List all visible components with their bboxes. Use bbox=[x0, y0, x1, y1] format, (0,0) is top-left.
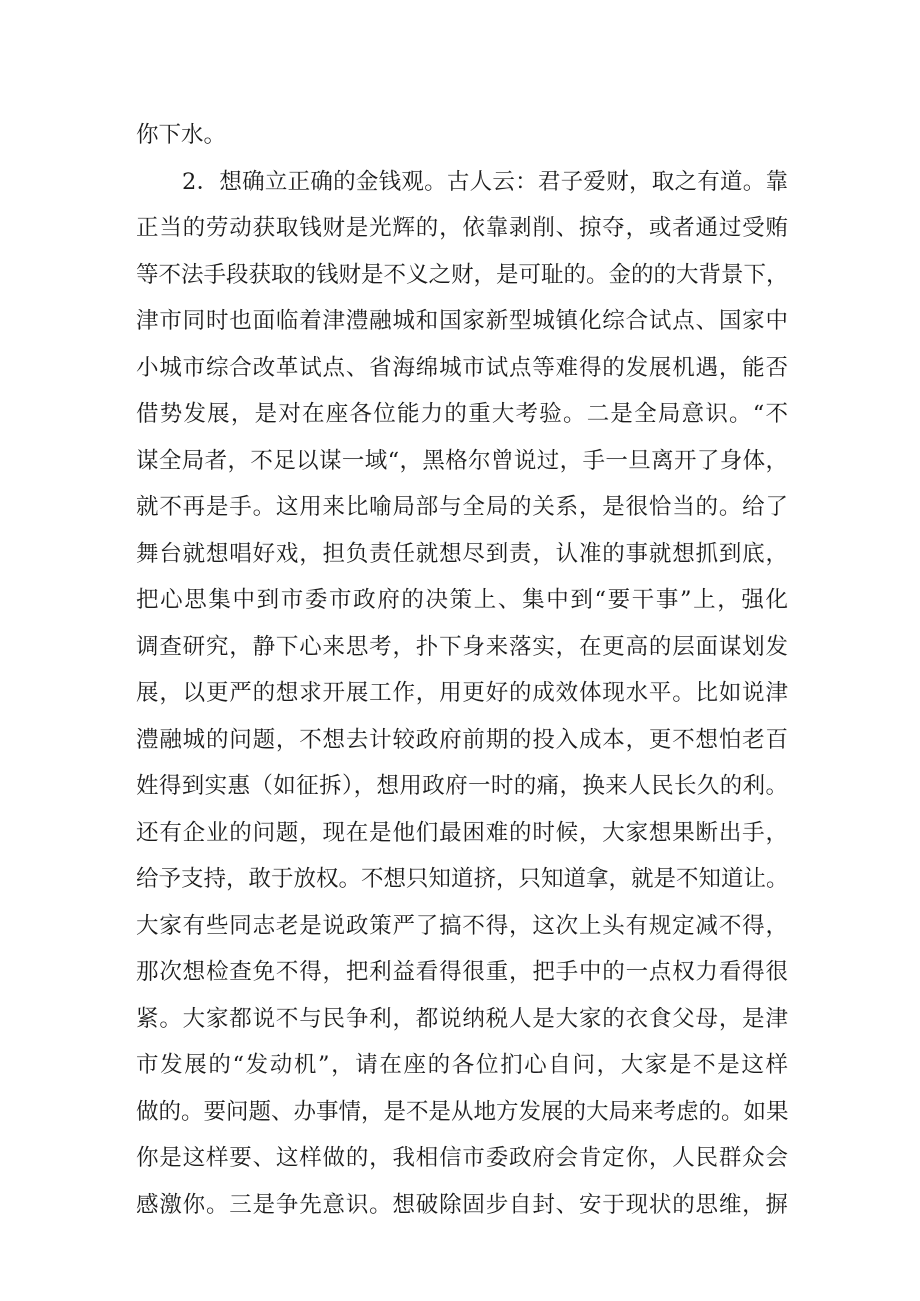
text-line-17: 给予支持，敢于放权。不想只知道挤，只知道拿，就是不知道让。 bbox=[136, 866, 789, 892]
text-line-16: 还有企业的问题，现在是他们最困难的时候，大家想果断出手， bbox=[136, 819, 788, 846]
text-line-23: 你是这样要、这样做的，我相信市委政府会肯定你，人民群众会 bbox=[136, 1145, 788, 1171]
text-line-8: 谋全局者，不足以谋一域“，黑格尔曾说过，手一旦离开了身体， bbox=[136, 447, 788, 474]
text-line-11: 把心思集中到市委市政府的决策上、集中到“要干事”上，强化 bbox=[136, 587, 788, 613]
text-line-15: 姓得到实惠（如征拆），想用政府一时的痛，换来人民长久的利。 bbox=[136, 773, 788, 799]
text-line-19: 那次想检查免不得，把利益看得很重，把手中的一点权力看得很 bbox=[136, 959, 788, 985]
text-line-18: 大家有些同志老是说政策严了搞不得，这次上头有规定减不得， bbox=[136, 912, 788, 939]
text-line-20: 紧。大家都说不与民争利，都说纳税人是大家的衣食父母，是津 bbox=[136, 1005, 788, 1032]
text-line-2: 2．想确立正确的金钱观。古人云：君子爱财，取之有道。靠 bbox=[182, 168, 788, 195]
text-line-14: 澧融城的问题，不想去计较政府前期的投入成本，更不想怕老百 bbox=[136, 726, 788, 753]
text-line-3: 正当的劳动获取钱财是光辉的，依靠剥削、掠夺，或者通过受贿 bbox=[136, 215, 788, 241]
text-line-7: 借势发展，是对在座各位能力的重大考验。二是全局意识。“不 bbox=[136, 401, 788, 427]
body-text bbox=[136, 112, 788, 1228]
text-line-6: 小城市综合改革试点、省海绵城市试点等难得的发展机遇，能否 bbox=[136, 354, 788, 381]
text-line-4: 等不法手段获取的钱财是不义之财，是可耻的。金的的大背景下， bbox=[136, 261, 789, 288]
text-line-9: 就不再是手。这用来比喻局部与全局的关系，是很恰当的。给了 bbox=[136, 494, 788, 520]
text-line-1: 你下水。 bbox=[136, 122, 227, 148]
text-line-5: 津市同时也面临着津澧融城和国家新型城镇化综合试点、国家中 bbox=[136, 308, 788, 334]
text-line-22: 做的。要问题、办事情，是不是从地方发展的大局来考虑的。如果 bbox=[136, 1098, 789, 1125]
text-line-24: 感激你。三是争先意识。想破除固步自封、安于现状的思维，摒 bbox=[136, 1191, 788, 1218]
text-line-13: 展，以更严的想求开展工作，用更好的成效体现水平。比如说津 bbox=[136, 680, 788, 706]
text-line-12: 调查研究，静下心来思考，扑下身来落实，在更高的层面谋划发 bbox=[136, 633, 788, 660]
text-line-10: 舞台就想唱好戏，担负责任就想尽到责，认准的事就想抓到底， bbox=[136, 540, 788, 567]
text-line-21: 市发展的“发动机”，请在座的各位扪心自问，大家是不是这样 bbox=[136, 1052, 788, 1078]
